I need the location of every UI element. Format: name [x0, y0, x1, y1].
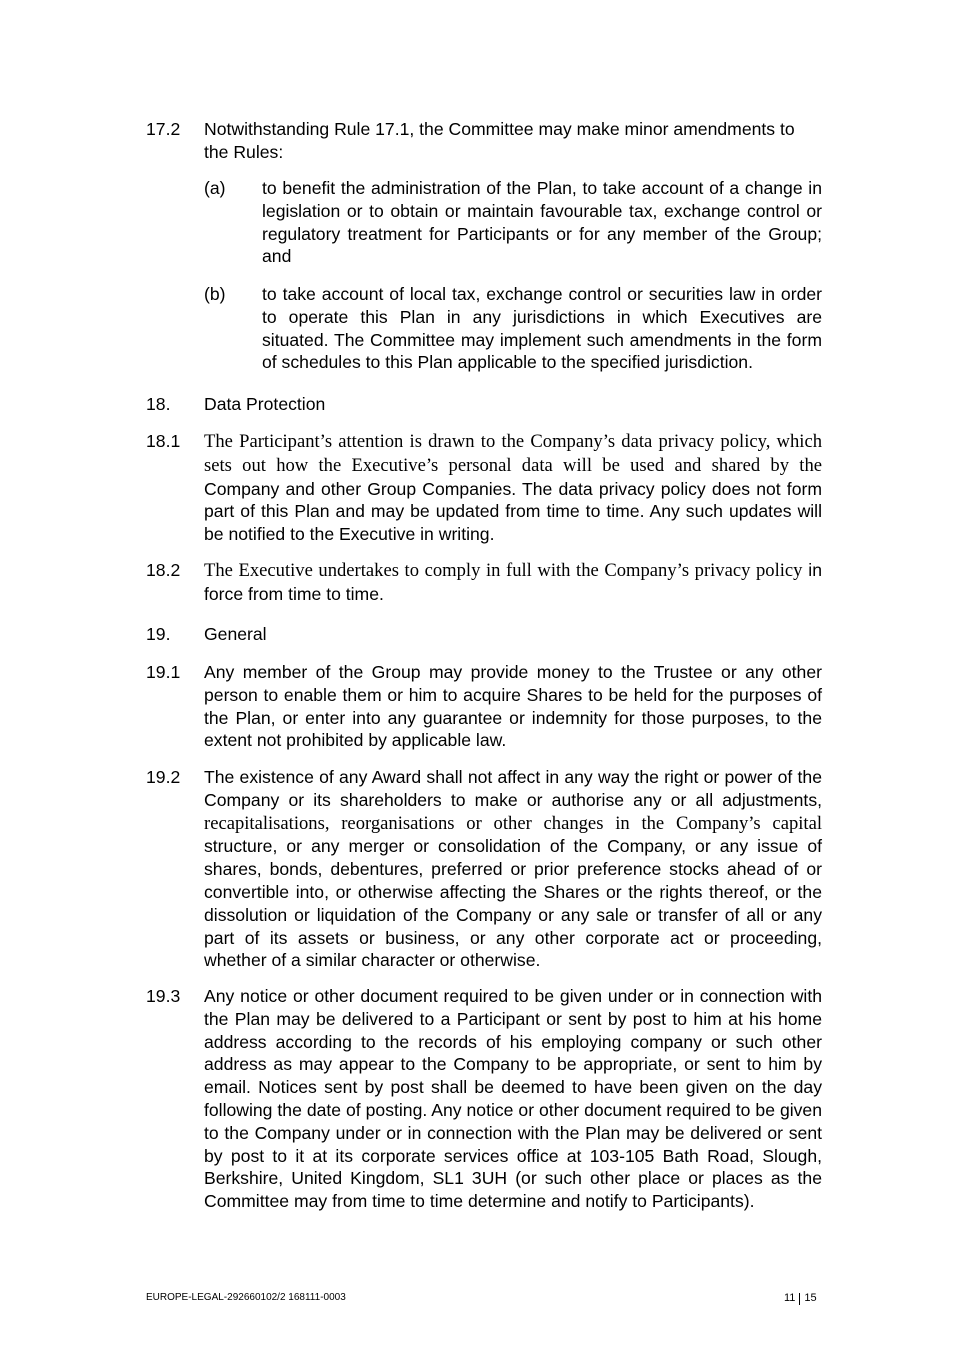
clause-19-2 [146, 766, 822, 972]
clause-text-serif: The Participant’s attention is drawn to the Company’s data privacy policy, which sets out how the Executive’s personal data will be used and shared by the [204, 431, 822, 476]
footer-document-reference: EUROPE-LEGAL-292660102/2 168111-0003 [146, 1292, 346, 1303]
clause-number: 19.3 [146, 986, 181, 1006]
clause-number: 18.2 [146, 560, 181, 580]
clause-19-3 [146, 985, 822, 1213]
item-text: to take account of local tax, exchange control or securities law in order to operate this Plan in any jurisdictions in which Executives are situated. The Committee may implement such amendments in the form of schedules to this Plan applicable to the specified jurisdiction. [262, 284, 822, 373]
clause-text-sans: Company and other Group Companies. The data privacy policy does not form part of this Plan and may be updated from time to time. Any such updates will be notified to the Executive in writing. [204, 478, 822, 545]
clause-18-2 [146, 559, 822, 606]
section-heading: Data Protection [204, 394, 326, 414]
section-18-heading [146, 393, 822, 416]
section-19-heading [146, 623, 822, 646]
clause-18-1 [146, 430, 822, 546]
page-current: 11 [784, 1292, 796, 1304]
footer-page-number [784, 1292, 817, 1305]
item-label: (a) [204, 178, 226, 198]
clause-text [204, 559, 822, 606]
clause-text-serif: The Executive undertakes to comply in full with the Company’s privacy policy [204, 560, 803, 581]
clause-text-sans: in force from time to time. [204, 560, 822, 604]
clause-number: 19.1 [146, 662, 181, 682]
clause-17-2-item-a [204, 177, 822, 268]
clause-text-serif: recapitalisations, reorganisations or other changes in the Company’s capital [204, 812, 822, 834]
page-separator [799, 1293, 800, 1305]
clause-text: Notwithstanding Rule 17.1, the Committee may make minor amendments to the Rules: [204, 119, 795, 162]
clause-text [204, 766, 822, 972]
clause-text [204, 430, 822, 546]
clause-number: 19.2 [146, 767, 181, 787]
section-heading: General [204, 624, 267, 644]
clause-17-2-item-b [204, 283, 822, 374]
clause-text-part-a: The existence of any Award shall not affect in any way the right or power of the Company or its shareholders to make or authorise any or all adjustments, [204, 767, 822, 810]
section-number: 19. [146, 624, 171, 644]
item-text: to benefit the administration of the Plan, to take account of a change in legislation or to obtain or maintain favourable tax, exchange control or regulatory treatment for Participants or for any member of the Group; and [262, 178, 822, 267]
page-total: 15 [804, 1292, 817, 1304]
clause-text-part-b: structure, or any merger or consolidation of the Company, or any issue of shares, bonds, debentures, preferred or prior preference stocks ahead of or convertible into, or otherwise affecting the Shares or the rights thereof, or the dissolution or liquidation of the Company or any sale or transfer of all or any part of its assets or business, or any other corporate act or proceeding, whether of a similar character or otherwise. [204, 836, 822, 971]
section-number: 18. [146, 394, 171, 414]
clause-number: 17.2 [146, 119, 181, 139]
item-label: (b) [204, 284, 226, 304]
clause-text: Any member of the Group may provide money to the Trustee or any other person to enable them or him to acquire Shares to be held for the purposes of the Plan, or enter into any guarantee or indemnity for those purposes, to the extent not prohibited by applicable law. [204, 662, 822, 751]
clause-text: Any notice or other document required to be given under or in connection with the Plan may be delivered to a Participant or sent by post to him at his home address according to the records of his employing company or such other address as may appear to the Company to be appropriate, or sent to him by email. Notices sent by post shall be deemed to have been given on the day following the date of posting. Any notice or other document required to be given to the Company under or in connection with the Plan may be delivered or sent by post to it at its corporate services office at 103-105 Bath Road, Slough, Berkshire, United Kingdom, SL1 3UH (or such other place or places as the Committee may from time to time determine and notify to Participants). [204, 986, 822, 1212]
clause-19-1 [146, 661, 822, 752]
clause-number: 18.1 [146, 431, 181, 451]
clause-17-2 [146, 118, 822, 164]
